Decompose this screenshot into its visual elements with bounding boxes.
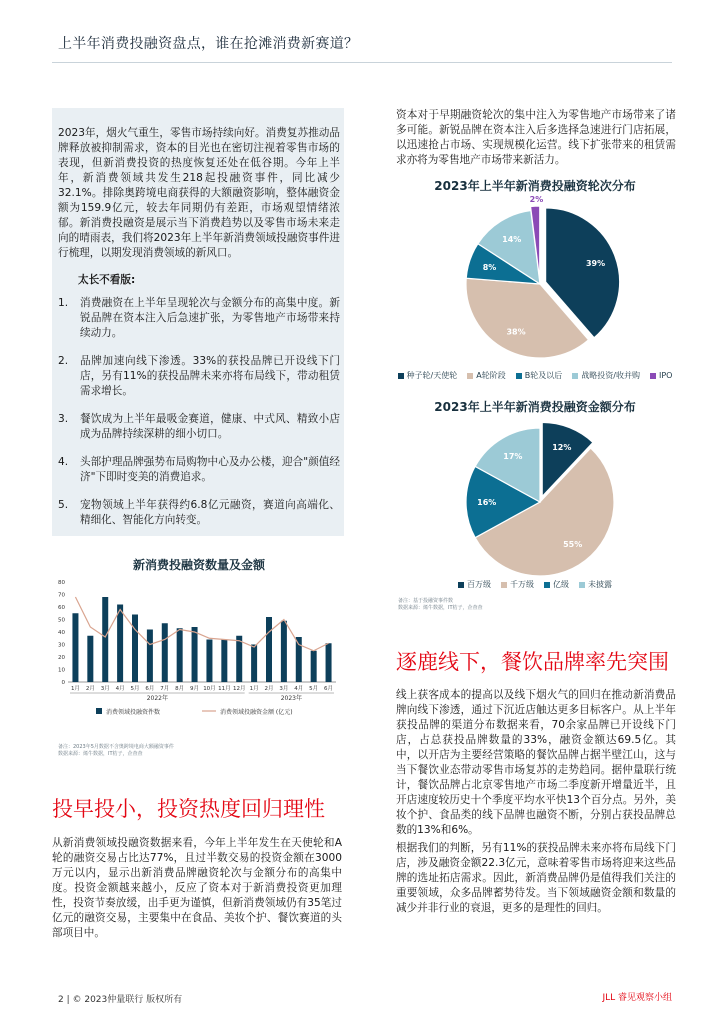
legend-item: 战略投资/收并购 [572,370,640,381]
footer-copyright: 2 | © 2023仲量联行 版权所有 [58,995,183,1005]
pie1-title: 2023年上半年新消费投融资轮次分布 [434,179,636,193]
legend-swatch [544,582,550,588]
pie-value-label: 8% [482,262,497,272]
pie-value-label: 2% [529,195,544,205]
list-item: 3. 餐饮成为上半年最吸金赛道，健康、中式风、精致小店成为品牌持续深耕的细小切口。 [58,413,340,440]
section1-paragraph: 从新消费领域投融资数据来看，今年上半年发生在天使轮和A轮的融资交易占比达77%，且过半数交易的投资金额在3000万元以内，显示出新消费品牌融资轮次与金额分布的高集中度。投资金额越来越小，反应了资本对于新消费投资更加理性，投资节奏放缓，出手更为谨慎，但新消费领域仍有35笔过亿元的融资交易，主要集中在食品、美妆个护、餐饮赛道的头部项目中。 [52,837,342,939]
x-tick-label: 5月 [130,686,140,692]
tldr-label: 太长不看版: [78,274,136,286]
amount-distribution-pie [420,414,660,580]
legend-swatch [579,582,585,588]
year-label: 2023年 [280,695,302,702]
legend-item: IPO [650,371,672,380]
x-tick-label: 9月 [190,686,200,692]
pie1-legend [384,370,686,381]
legend-swatch [516,373,522,379]
x-tick-label: 3月 [279,686,289,692]
bar [251,645,257,683]
bar-line-chart [52,574,344,722]
pie-value-label: 39% [585,259,606,269]
pie2-title: 2023年上半年新消费投融资金额分布 [434,400,636,414]
bar-chart-note: 备注：2023年5月数据不含奥跨境电商大额融资事件 数据来源：烯牛数据，IT桔子，企查查 [58,744,174,757]
x-tick-label: 5月 [309,686,319,692]
bar [221,640,227,683]
legend-swatch [96,708,102,714]
tldr-list [58,296,340,541]
x-tick-label: 2月 [264,686,274,692]
y-tick-label: 80 [58,580,65,586]
pie-value-label: 17% [503,452,523,462]
legend-swatch [398,373,404,379]
legend-item: 百万级 [458,579,491,590]
right-top-paragraph: 资本对于早期融资轮次的集中注入为零售地产市场带来了诸多可能。新锐品牌在资本注入后多选择急速进行门店拓展，以迅速抢占市场、实现规模化运营。线下扩张带来的租赁需求亦将为零售地产市场带来新活力。 [396,109,676,166]
pie-value-label: 16% [477,498,497,507]
year-label: 2022年 [146,695,168,702]
pie2-note: 备注：基于投融资事件数 数据来源：烯牛数据，IT桔子，企查查 [398,598,483,611]
x-tick-label: 6月 [324,686,334,692]
y-tick-label: 20 [58,655,65,661]
bar [236,636,242,682]
header-divider [52,62,672,63]
legend-swatch [572,373,578,379]
footer-brand: JLL 睿见观察小组 [602,993,672,1003]
section2-paragraph-1: 线上获客成本的提高以及线下烟火气的回归在推动新消费品牌向线下渗透，通过下沉近店触达更多目标客户。从上半年获投品牌的渠道分布数据来看，70余家品牌已开设线下门店，占总获投品牌数量的33%，融资金额达69.5亿。其中，以开店为主要经营策略的餐饮品牌占据半壁江山，这与当下餐饮业态带动零售市场复苏的走势趋同。据仲量联行统计，餐饮品牌占北京零售地产市场二季度新开增量近半，且开店速度较历史十个季度平均水平快13个百分点。另外，美妆个护、食品类的线下品牌也融资不断，分别占获投品牌总数的13%和6%。 [396,689,676,836]
list-item: 1. 消费融资在上半年呈现轮次与金额分布的高集中度。新锐品牌在资本注入后急速扩张，为零售地产市场带来持续动力。 [58,297,340,339]
legend-swatch [467,373,473,379]
legend-label: 消费领域投融资件数 [106,709,161,716]
x-tick-label: 1月 [249,686,259,692]
bar [87,636,93,682]
x-tick-label: 2月 [85,686,95,692]
pie-value-label: 38% [506,327,526,337]
legend-label: 消费领域投融资金额 (亿元) [220,709,293,716]
bar [162,623,168,682]
legend-item: B轮及以后 [516,370,563,381]
pie2-legend [384,579,686,590]
bar [177,628,183,682]
bar [311,651,317,682]
pie-value-label: 55% [563,540,583,550]
bar [266,617,272,682]
bar [281,621,287,682]
page-title: 上半年消费投融资盘点，谁在抢滩消费新赛道？ [58,36,359,52]
x-tick-label: 11月 [218,686,231,692]
section-heading-offline: 逐鹿线下，餐饮品牌率先突围 [396,650,669,674]
x-tick-label: 4月 [294,686,304,692]
y-tick-label: 40 [58,630,65,636]
legend-swatch [501,582,507,588]
bar [206,640,212,683]
intro-paragraph: 2023年，烟火气重生，零售市场持续向好。消费复苏推动品牌释放被抑制需求，资本的目光也在密切注视着零售市场的表现，但新消费投资的热度恢复还处在低谷期。今年上半年，新消费领域共发生218起投融资事件，同比减少32.1%。排除奥跨境电商获得的大额融资影响，整体融资金额为159.9亿元，较去年同期仍有差距，市场观望情绪浓郁。新消费投融资是展示当下消费趋势以及零售市场未来走向的晴雨表，我们将2023年上半年新消费领域投融资事件进行梳理，以期发现消费领域的新风口。 [58,127,340,259]
legend-item: A轮阶段 [467,370,505,381]
round-distribution-pie [420,194,660,364]
x-tick-label: 6月 [145,686,155,692]
bar [326,643,332,682]
legend-swatch [458,582,464,588]
legend-swatch [650,373,656,379]
x-tick-label: 3月 [100,686,110,692]
list-item: 4. 头部护理品牌强势布局购物中心及办公楼，迎合"颜值经济"下即时变美的消费追求。 [58,456,340,483]
y-tick-label: 10 [58,667,65,674]
legend-item: 种子轮/天使轮 [398,370,458,381]
y-tick-label: 30 [58,642,65,649]
amount-line [75,597,328,651]
x-tick-label: 8月 [175,686,185,692]
bar [72,613,78,682]
bar [147,630,153,683]
pie-value-label: 14% [502,234,522,244]
bar [192,627,198,682]
bar-chart-title: 新消费投融资数量及金额 [132,558,265,572]
legend-item: 千万级 [501,579,534,590]
section2-paragraph-2: 根据我们的判断，另有11%的获投品牌未来亦将布局线下门店，涉及融资金额22.3亿元，意味着零售市场将迎来这些品牌的选址拓店需求。因此，新消费品牌仍是值得我们关注的重要领域，众多品牌蓄势待发。当下领域融资金额和数量的减少并非行业的衰退，更多的是理性的回归。 [396,842,676,914]
bar [132,615,138,683]
y-tick-label: 60 [58,605,65,611]
list-item: 2. 品牌加速向线下渗透。33%的获投品牌已开设线下门店，另有11%的获投品牌未来亦将布局线下，带动租赁需求增长。 [58,355,340,397]
x-tick-label: 1月 [70,686,80,692]
x-tick-label: 10月 [203,686,216,692]
x-tick-label: 4月 [115,686,125,692]
bar [117,605,123,683]
x-tick-label: 12月 [232,686,246,692]
y-tick-label: 50 [58,617,65,624]
legend-item: 未披露 [579,579,612,590]
x-tick-label: 7月 [160,686,170,692]
legend-item: 亿级 [544,579,569,590]
y-tick-label: 70 [58,592,65,599]
list-item: 5. 宠物领域上半年获得约6.8亿元融资，赛道向高端化、精细化、智能化方向转变。 [58,499,340,526]
pie-value-label: 12% [552,442,572,452]
bar [102,597,108,682]
y-tick-label: 0 [61,680,65,686]
section-heading-invest-early: 投早投小，投资热度回归理性 [52,797,325,821]
